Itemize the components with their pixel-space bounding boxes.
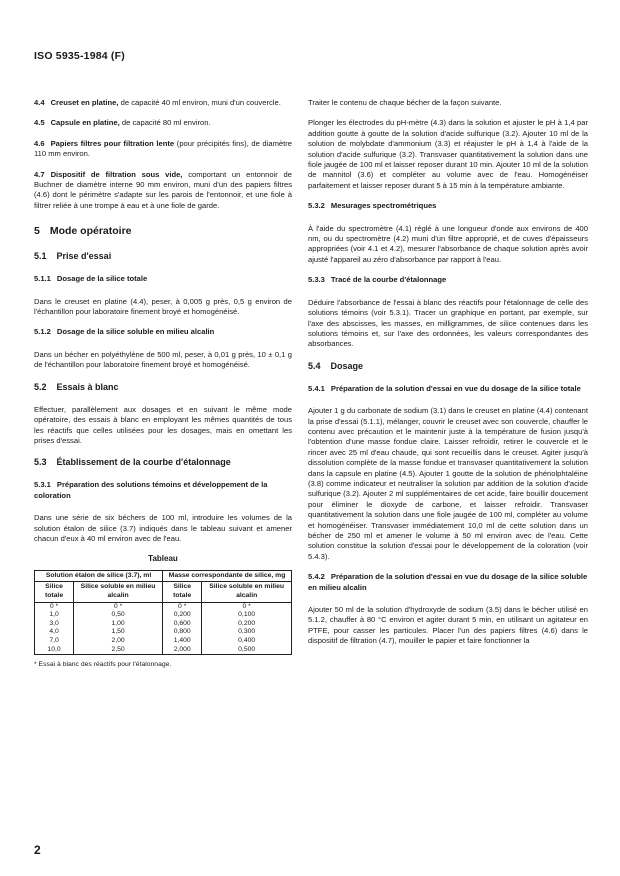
- heading-section-5-4-1: 5.4.1 Préparation de la solution d'essai en vue du dosage de la silice totale: [308, 383, 581, 393]
- table-cell: 0,100: [202, 611, 292, 620]
- table-cell: 10,0: [35, 646, 74, 655]
- table-col-total-2: Silice totale: [163, 582, 202, 602]
- table-row: [35, 628, 292, 637]
- heading-section-5: 5 Mode opératoire: [34, 225, 132, 238]
- table-cell: 1,400: [163, 637, 202, 646]
- section-5-3-2-body: À l'aide du spectromètre (4.1) réglé à une longueur d'onde aux environs de 400 nm, ou du spectromètre (4.2) muni d'un filtre approprié, et de cuves d'épaisseurs appropriées (voir 4.1 et 4.2), mesurer l'absorbance de chaque solution après avoir ajusté l'appareil au zéro d'absorbance par rapport à l'eau.: [308, 223, 588, 264]
- section-5-4-1-body: Ajouter 1 g du carbonate de sodium (3.1) dans le creuset en platine (4.4) contenant la prise d'essai (5.1.1), mélanger, couvrir le creuset avec son couvercle, chauffer le contenu avec précaution et le maintenir juste à la température de fusion jusqu'à l'obtention d'une masse fondue claire. Laisser refroidir, retirer le couvercle et le rincer avec 25 ml d'eau chaude, qui sont recueillis dans le creuset. Agiter jusqu'à dissolution complète de la masse fondue et transvaser quantitativement la solution dans la capsule en platine (4.5). Ajouter 1 goutte de la solution de phénolphtaléine (3.8) comme indicateur et neutraliser la solution par addition de la solution d'acide sulfurique (3.2). Ajouter 2 ml supplémentaires de cet acide, faire bouillir doucement pour éliminer le dioxyde de carbone, et laisser refroidir. Transvaser quantitativement la solution dans une fiole jaugée de 100 ml, compléter au volume et homogénéiser. Transvaser immédiatement 10,0 ml de cette solution dans un bécher de 250 ml et amener le volume à 50 ml environ avec de l'eau. Cette solution constitue la solution d'essai pour le développement de la coloration (voir 5.4.3).: [308, 406, 588, 561]
- table-title: Tableau: [148, 554, 178, 564]
- table-col-soluble-1: Silice soluble en milieu alcalin: [74, 582, 163, 602]
- section-5-1-1-body: Dans le creuset en platine (4.4), peser, à 0,005 g près, 0,5 g environ de l'échantillon pour laboratoire finement broyé et homogénéisé.: [34, 296, 292, 317]
- heading-section-5-3-2: 5.3.2 Mesurages spectrométriques: [308, 201, 437, 211]
- section-5-2-body: Effectuer, parallèlement aux dosages et en suivant le même mode opératoire, des essais à blanc en employant les mêmes quantités de tous les réactifs que celles utilisées pour les dosages, mais en omettant les prises d'essai.: [34, 404, 292, 445]
- table-row: [35, 637, 292, 646]
- table-cell: 7,0: [35, 637, 74, 646]
- heading-section-5-2: 5.2 Essais à blanc: [34, 381, 119, 392]
- table-col-soluble-2: Silice soluble en milieu alcalin: [202, 582, 292, 602]
- section-5-1-2-body: Dans un bécher en polyéthylène de 500 ml, peser, à 0,01 g près, 10 ± 0,1 g de l'échantillon pour laboratoire finement broyé et homogénéisé.: [34, 349, 292, 370]
- heading-section-5-1: 5.1 Prise d'essai: [34, 251, 112, 262]
- table-cell: 0,800: [163, 628, 202, 637]
- table-cell: 0,200: [202, 620, 292, 629]
- table-cell: 0,400: [202, 637, 292, 646]
- table-cell: 0 *: [163, 602, 202, 611]
- treatment-intro: Traiter le contenu de chaque bécher de la façon suivante.: [308, 98, 502, 107]
- table-group-header-volume: Solution étalon de silice (3.7), ml: [35, 570, 163, 582]
- table-cell: 0,50: [74, 611, 163, 620]
- heading-section-5-1-2: 5.1.2 Dosage de la silice soluble en milieu alcalin: [34, 327, 215, 337]
- section-4-6: 4.6 Papiers filtres pour filtration lente (pour précipités fins), de diamètre 110 mm environ.: [34, 138, 292, 159]
- heading-section-5-4-2: 5.4.2 Préparation de la solution d'essai en vue du dosage de la silice soluble en milieu alcalin: [308, 572, 588, 592]
- table-cell: 0,600: [163, 620, 202, 629]
- table-group-header-mass: Masse correspondante de silice, mg: [163, 570, 292, 582]
- heading-section-5-4: 5.4 Dosage: [308, 360, 364, 371]
- section-4-7: 4.7 Dispositif de filtration sous vide, comportant un entonnoir de Buchner de diamètre interne 90 mm environ, muni d'un des papiers filtres (4.6) dont le périmètre s'adapte sur les parois de l'entonnoir, et une fiole à filtrer reliée à une trompe à eau et à une fiole de garde.: [34, 169, 292, 210]
- table-col-total-1: Silice totale: [35, 582, 74, 602]
- heading-section-5-1-1: 5.1.1 Dosage de la silice totale: [34, 274, 148, 284]
- table-cell: 0,500: [202, 646, 292, 655]
- section-5-3-1-body: Dans une série de six béchers de 100 ml, introduire les volumes de la solution étalon de silice (3.7) indiqués dans le tableau suivant et amener chacun d'eux à 40 ml environ avec de l'eau.: [34, 513, 292, 543]
- table-cell: 0 *: [202, 602, 292, 611]
- section-4-4: 4.4 Creuset en platine, de capacité 40 ml environ, muni d'un couvercle.: [34, 98, 281, 107]
- table-cell: 0 *: [74, 602, 163, 611]
- table-cell: 3,0: [35, 620, 74, 629]
- treatment-procedure: Plonger les électrodes du pH-mètre (4.3) dans la solution et ajuster le pH à 1,4 par addition goutte à goutte de la solution d'acide sulfurique (3.2). Ajouter 10 ml de la solution de molybdate d'ammonium (3.3) et réajuster le pH à 1,4 à l'aide de la solution d'acide sulfurique (3.2). Transvaser quantitativement la solution dans une fiole jaugée de 100 ml et laisser reposer durant 10 min. Ajouter 10 ml de la solution de mannitol (3.6) et compléter au volume avec de l'eau. Homogénéiser parfaitement et laisser reposer durant 5 à 15 min à la température ambiante.: [308, 118, 588, 190]
- left-column: [34, 98, 292, 671]
- table-cell: 0,300: [202, 628, 292, 637]
- table-row: [35, 602, 292, 611]
- table-cell: 1,00: [74, 620, 163, 629]
- table-row: [35, 611, 292, 620]
- table-cell: 4,0: [35, 628, 74, 637]
- table-cell: 2,000: [163, 646, 202, 655]
- page-number: 2: [34, 843, 41, 857]
- section-5-4-2-body: Ajouter 50 ml de la solution d'hydroxyde de sodium (3.5) dans le bécher utilisé en 5.1.2, chauffer à 80 °C environ et agiter durant 5 min, en utilisant un agitateur en PTFE, pour casser les particules. Placer l'un des papiers filtres (4.6) dans le dispositif de filtration (4.7), mouiller le papier et faire fonctionner la: [308, 605, 588, 646]
- heading-section-5-3-1: 5.3.1 Préparation des solutions témoins et développement de la coloration: [34, 480, 268, 500]
- heading-section-5-3-3: 5.3.3 Tracé de la courbe d'étalonnage: [308, 275, 447, 285]
- table-cell: 1,50: [74, 628, 163, 637]
- table-footnote: * Essai à blanc des réactifs pour l'étalonnage.: [34, 661, 172, 669]
- table-cell: 0,200: [163, 611, 202, 620]
- table-row: [35, 646, 292, 655]
- section-5-3-3-body: Déduire l'absorbance de l'essai à blanc des réactifs pour l'étalonnage de celle des solutions témoins (voir 5.3.1). Tracer un graphique en portant, par exemple, sur l'axe des abscisses, les masses, en milligrammes, de silice contenues dans les solutions témoins et, sur l'axe des ordonnées, les valeurs correspondantes des absorbances.: [308, 297, 588, 349]
- table-row: [35, 620, 292, 629]
- section-4-5: 4.5 Capsule en platine, de capacité 80 ml environ.: [34, 118, 211, 128]
- table-cell: 1,0: [35, 611, 74, 620]
- right-column: [308, 98, 588, 657]
- table-cell: 2,00: [74, 637, 163, 646]
- table-cell: 2,50: [74, 646, 163, 655]
- table-cell: 0 *: [35, 602, 74, 611]
- calibration-table: [34, 570, 292, 655]
- heading-section-5-3: 5.3 Établissement de la courbe d'étalonnage: [34, 457, 231, 468]
- standard-id-header: ISO 5935-1984 (F): [34, 50, 125, 62]
